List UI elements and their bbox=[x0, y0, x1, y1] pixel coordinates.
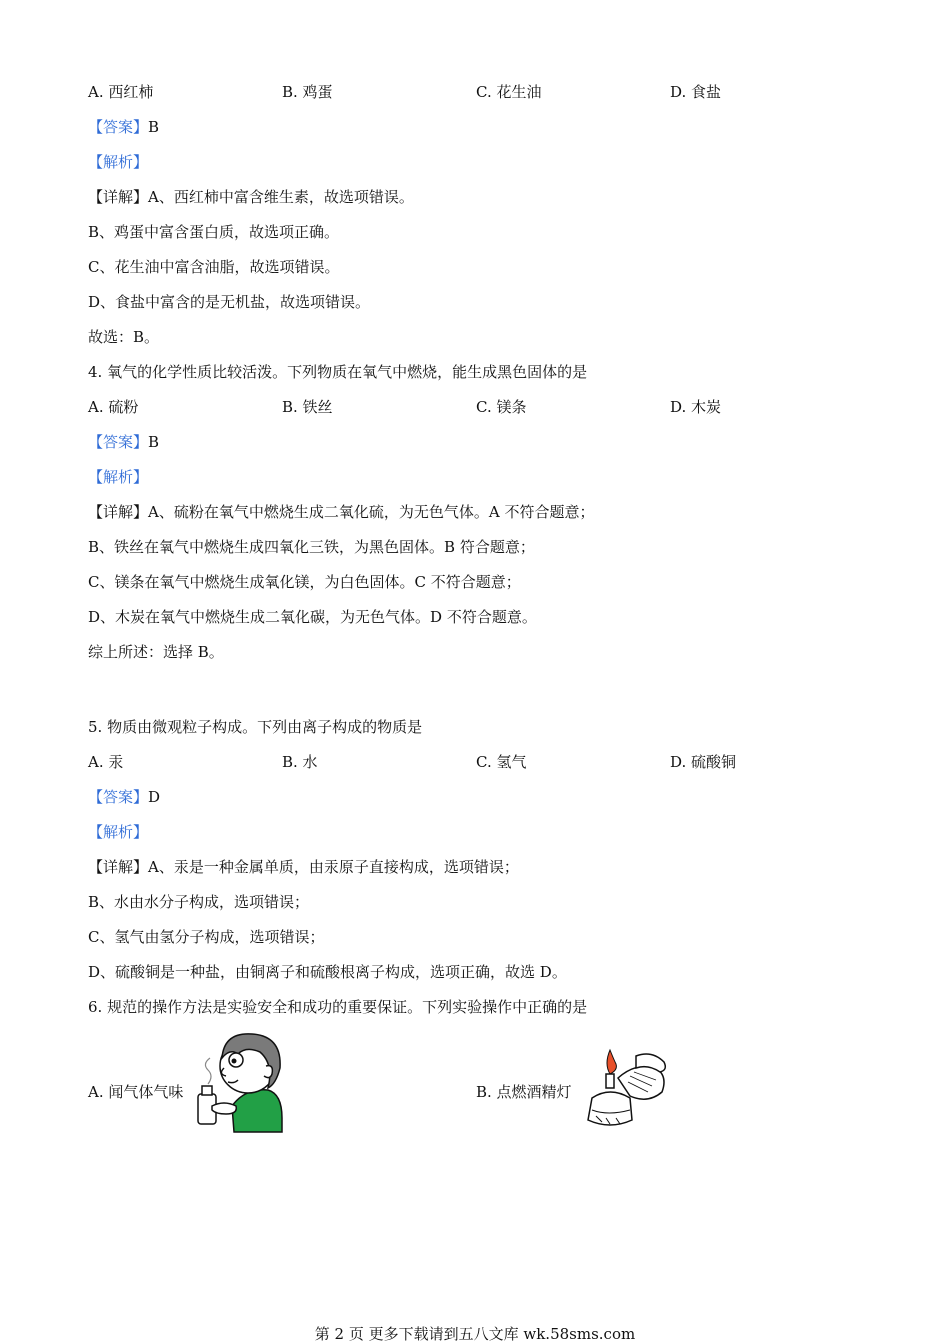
detail-text: A、硫粉在氧气中燃烧生成二氧化硫，为无色气体。A 不符合题意； bbox=[148, 503, 595, 521]
q4-conclusion: 综上所述：选择 B。 bbox=[88, 643, 224, 661]
q3-answer bbox=[88, 117, 159, 137]
q5-detail bbox=[88, 857, 519, 877]
smelling-gas-illustration bbox=[190, 1026, 290, 1134]
q5-option-a: A. 汞 bbox=[88, 753, 124, 771]
q4-option-c: C. 镁条 bbox=[476, 398, 527, 416]
q3-line-c: C、花生油中富含油脂，故选项错误。 bbox=[88, 258, 340, 276]
q4-detail bbox=[88, 502, 594, 522]
answer-value: B bbox=[148, 118, 160, 136]
q4-option-b: B. 铁丝 bbox=[282, 398, 333, 416]
page-footer: 第 2 页 更多下载请到五八文库 wk.58sms.com bbox=[314, 1325, 636, 1343]
q4-line-d: D、木炭在氧气中燃烧生成二氧化碳，为无色气体。D 不符合题意。 bbox=[88, 608, 537, 626]
q4-option-a: A. 硫粉 bbox=[88, 398, 139, 416]
q3-option-b: B. 鸡蛋 bbox=[282, 83, 333, 101]
q3-option-a: A. 西红柿 bbox=[88, 83, 154, 101]
detail-tag: 【详解】 bbox=[88, 188, 149, 206]
q3-option-d: D. 食盐 bbox=[670, 83, 722, 101]
q5-option-b: B. 水 bbox=[282, 753, 318, 771]
q5-question: 5. 物质由微观粒子构成。下列由离子构成的物质是 bbox=[88, 718, 423, 736]
q3-analysis-tag: 【解析】 bbox=[88, 153, 149, 171]
q4-analysis-tag: 【解析】 bbox=[88, 468, 149, 486]
q4-options bbox=[88, 397, 868, 417]
q3-options bbox=[88, 82, 868, 102]
q5-option-d: D. 硫酸铜 bbox=[670, 753, 737, 771]
q3-conclusion: 故选：B。 bbox=[88, 328, 160, 346]
q4-line-b: B、铁丝在氧气中燃烧生成四氧化三铁，为黑色固体。B 符合题意； bbox=[88, 538, 535, 556]
q3-line-d: D、食盐中富含的是无机盐，故选项错误。 bbox=[88, 293, 371, 311]
detail-text: A、汞是一种金属单质，由汞原子直接构成，选项错误； bbox=[148, 858, 519, 876]
detail-text: A、西红柿中富含维生素，故选项错误。 bbox=[148, 188, 414, 206]
q6-option-a: A. 闻气体气味 bbox=[88, 1083, 184, 1101]
q3-detail bbox=[88, 187, 414, 207]
q4-line-c: C、镁条在氧气中燃烧生成氧化镁，为白色固体。C 不符合题意； bbox=[88, 573, 521, 591]
q6-question: 6. 规范的操作方法是实验安全和成功的重要保证。下列实验操作中正确的是 bbox=[88, 998, 588, 1016]
answer-tag: 【答案】 bbox=[88, 788, 149, 806]
q4-question: 4. 氧气的化学性质比较活泼。下列物质在氧气中燃烧，能生成黑色固体的是 bbox=[88, 363, 588, 381]
detail-tag: 【详解】 bbox=[88, 503, 149, 521]
q5-line-b: B、水由水分子构成，选项错误； bbox=[88, 893, 310, 911]
q5-line-d: D、硫酸铜是一种盐，由铜离子和硫酸根离子构成，选项正确，故选 D。 bbox=[88, 963, 567, 981]
q3-line-b: B、鸡蛋中富含蛋白质，故选项正确。 bbox=[88, 223, 340, 241]
detail-tag: 【详解】 bbox=[88, 858, 149, 876]
q5-analysis-tag: 【解析】 bbox=[88, 823, 149, 841]
q3-option-c: C. 花生油 bbox=[476, 83, 542, 101]
lighting-alcohol-lamp-illustration bbox=[578, 1046, 670, 1136]
q5-line-c: C、氢气由氢分子构成，选项错误； bbox=[88, 928, 325, 946]
answer-tag: 【答案】 bbox=[88, 433, 149, 451]
answer-tag: 【答案】 bbox=[88, 118, 149, 136]
answer-value: D bbox=[148, 788, 161, 806]
q4-option-d: D. 木炭 bbox=[670, 398, 722, 416]
q5-answer bbox=[88, 787, 160, 807]
q5-option-c: C. 氢气 bbox=[476, 753, 527, 771]
answer-value: B bbox=[148, 433, 160, 451]
q6-option-b: B. 点燃酒精灯 bbox=[476, 1083, 572, 1101]
q5-options bbox=[88, 752, 868, 772]
q4-answer bbox=[88, 432, 159, 452]
